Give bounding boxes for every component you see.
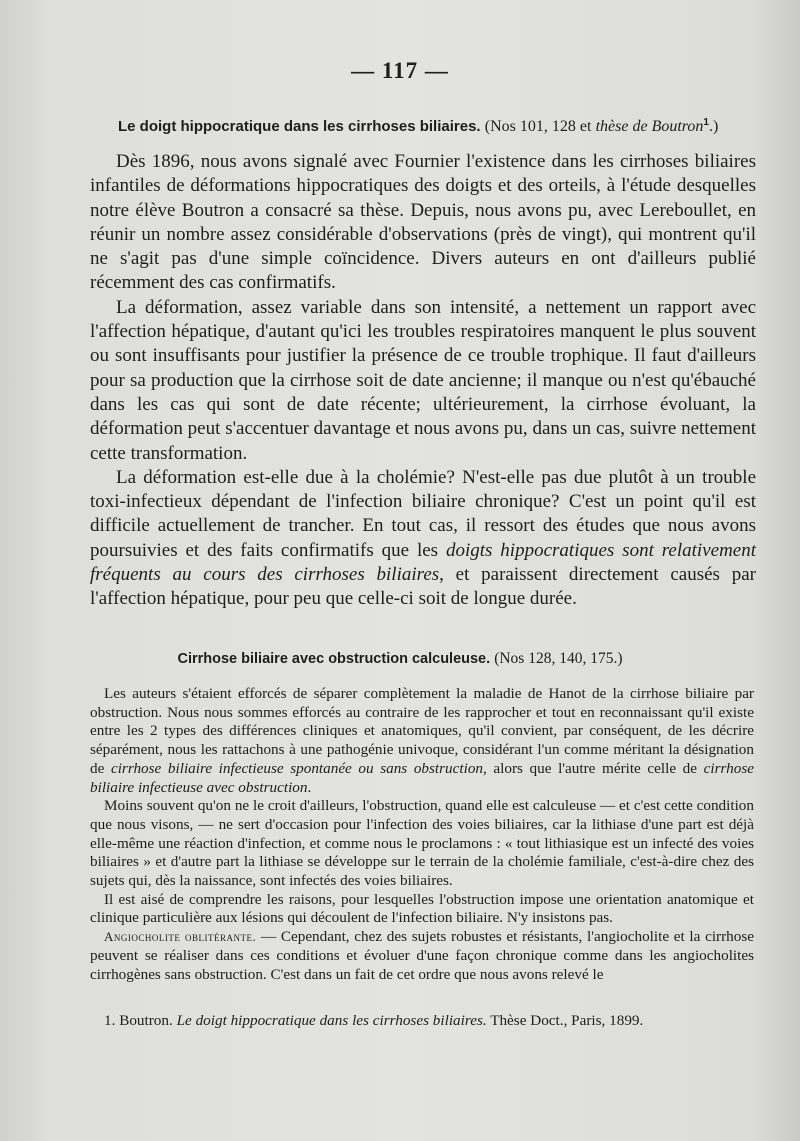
section-heading-hippocratic-finger bbox=[118, 117, 758, 136]
paragraph-text: , et paraissent directement causés par l'affection hépatique, pour peu que celle-ci soit de longue durée. bbox=[90, 564, 756, 610]
paragraph: Dès 1896, nous avons signalé avec Fournier l'existence dans les cirrhoses biliaires infantiles de déformations hippocratiques des doigts et des orteils, à l'étude desquelles notre élève Boutron a consacré sa thèse. Depuis, nous avons pu, avec Lereboullet, en réunir un nombre assez considérable d'observations (près de vingt), qui montrent qu'il ne s'agit pas d'une simple coïncidence. Divers auteurs en ont d'ailleurs publié récemment des cas confirmatifs. bbox=[90, 151, 756, 294]
paragraph-text: , alors que l'autre mérite celle de bbox=[483, 759, 698, 777]
paragraph bbox=[90, 466, 756, 612]
paragraph bbox=[90, 685, 754, 797]
section-refs: (Nos 101, 128 et bbox=[484, 118, 592, 135]
paragraph-lead: Angiocholite oblitérante. bbox=[104, 929, 257, 945]
section-title: Cirrhose biliaire avec obstruction calculeuse. bbox=[177, 651, 491, 667]
paragraph: Il est aisé de comprendre les raisons, pour lesquelles l'obstruction impose une orientation anatomique et clinique particulière aux lésions qui découlent de l'infection biliaire. N'y insistons pas. bbox=[90, 890, 754, 927]
footnote bbox=[104, 1012, 744, 1030]
emphasis-text: doigts hippocratiques sont relativement fréquents au cours des cirrhoses biliaires bbox=[90, 539, 756, 586]
footnote-marker: 1 bbox=[703, 117, 709, 128]
emphasis-text: cirrhose biliaire infectieuse spontanée ou sans obstruction bbox=[110, 759, 484, 777]
footnote-details: Thèse Doct., Paris, 1899. bbox=[490, 1012, 644, 1029]
thesis-reference: thèse de Boutron bbox=[595, 118, 704, 135]
footnote-title: Le doigt hippocratique dans les cirrhoses biliaires. bbox=[176, 1012, 487, 1029]
section-heading-biliary-cirrhosis bbox=[0, 650, 800, 668]
section-title: Le doigt hippocratique dans les cirrhoses biliaires. bbox=[118, 118, 481, 135]
paragraph: La déformation, assez variable dans son intensité, a nettement un rapport avec l'affection hépatique, d'autant qu'ici les troubles respiratoires manquent le plus souvent ou sont insuffisants pour justifier la présence de ce trouble trophique. Il faut d'ailleurs pour sa production que la cirrhose soit de date ancienne; il manque ou n'est qu'ébauché dans les cas qui sont de date récente; ultérieurement, la cirrhose évoluant, la déformation peut s'accentuer davantage et nous avons pu, dans un cas, suivre nettement cette transformation. bbox=[90, 296, 756, 464]
paragraph: Moins souvent qu'on ne le croit d'ailleurs, l'obstruction, quand elle est calculeuse — et c'est cette condition que nous visons, — ne sert d'occasion pour l'infection des voies biliaires, car la lithiase d'une part est déjà elle-même une réaction d'infection, et comme nous le proclamons : « tout lithiasique est un infecté des voies biliaires » et d'autre part la lithiase se développe sur le terrain de la cholémie familiale, c'est-à-dire chez des sujets qui, dès la naissance, sont infectés des voies biliaires. bbox=[90, 797, 754, 890]
page-number: — 117 — bbox=[351, 58, 449, 83]
paragraph-text: . bbox=[307, 778, 312, 796]
section1-body bbox=[90, 150, 756, 612]
paragraph-text: Les auteurs s'étaient efforcés de séparer complètement la maladie de Hanot de la cirrhose biliaire par obstruction. Nous nous sommes efforcés au contraire de les rapprocher et tout en reconnaissant qu'il existe entre les 2 types des différences cliniques et anatomiques, qu'il convient, par conséquent, de les décrire séparément, nous les rattachons à une pathogénie univoque, considérant l'un comme méritant la désignation de bbox=[90, 685, 754, 777]
paragraph-text: — Cependant, chez des sujets robustes et résistants, l'angiocholite et la cirrhose peuvent se réaliser dans ces conditions et évoluer d'une façon chronique comme dans les angiocholites cirrhogènes sans obstruction. C'est dans un fait de cet ordre que nous avons relevé le bbox=[90, 928, 754, 983]
section2-body bbox=[90, 685, 754, 984]
footnote-number: 1. bbox=[104, 1012, 116, 1029]
paragraph bbox=[90, 928, 754, 984]
paragraph-text: La déformation est-elle due à la cholémie? N'est-elle pas due plutôt à un trouble toxi-infectieux dépendant de l'infection biliaire chronique? C'est un point qu'il est difficile actuellement de trancher. En tout cas, il ressort des études que nous avons poursuivies et des faits confirmatifs que les bbox=[90, 466, 756, 561]
emphasis-text: cirrhose biliaire infectieuse avec obstruction bbox=[90, 759, 754, 796]
section-refs: (Nos 128, 140, 175.) bbox=[494, 650, 623, 667]
section-refs-close: .) bbox=[708, 118, 719, 135]
footnote-author: Boutron. bbox=[119, 1012, 173, 1029]
